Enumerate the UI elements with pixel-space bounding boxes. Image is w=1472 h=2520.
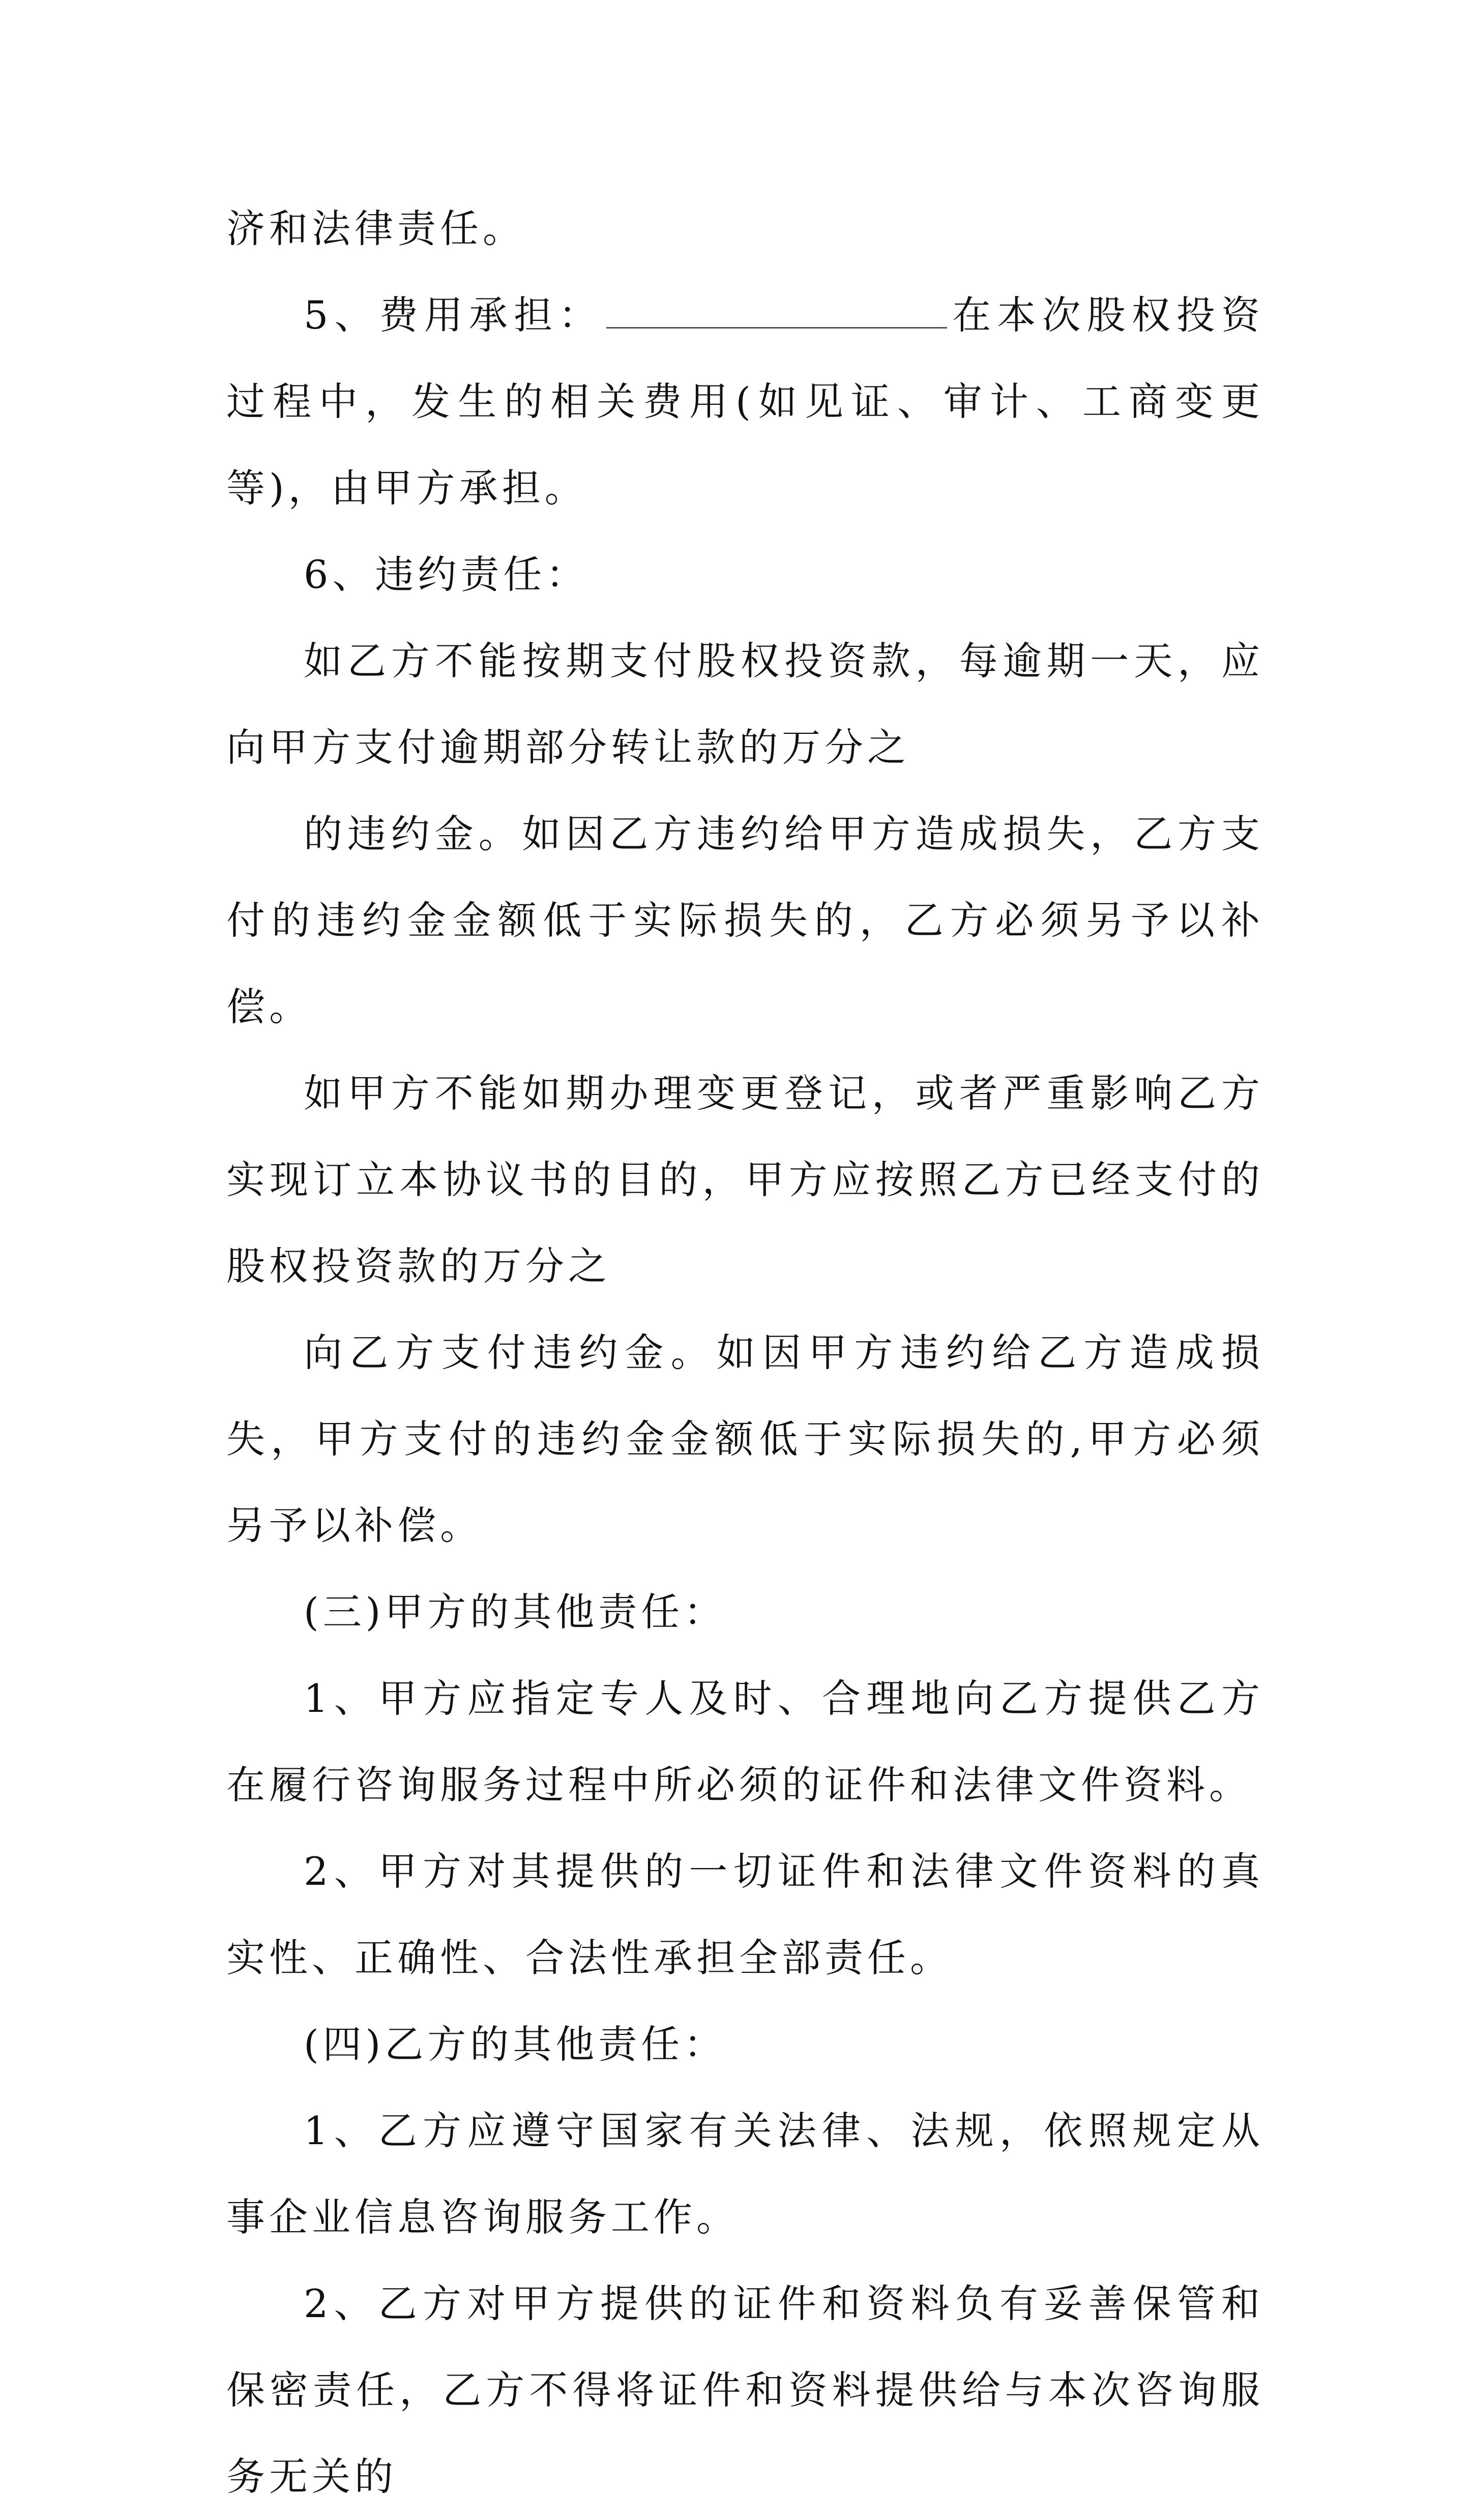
fee-clause-text: 在本次股权投资过程中，发生的相关费用(如见证、审计、工商变更等)，由甲方承担。 (226, 292, 1264, 511)
paragraph-breach-party-b-1: 如乙方不能按期支付股权投资款，每逾期一天，应向甲方支付逾期部分转让款的万分之 (226, 638, 1264, 770)
paragraph-breach-party-b-2: 的违约金。如因乙方违约给甲方造成损失，乙方支付的违约金金额低于实际损失的，乙方必须另予以补偿。 (226, 811, 1264, 1029)
section-heading-party-b-duties: (四)乙方的其他责任： (304, 2022, 727, 2067)
section-heading-party-a-duties: (三)甲方的其他责任： (304, 1589, 727, 1635)
paragraph-breach-heading: 6、违约责任： (304, 552, 589, 597)
paragraph-breach-party-a-2: 向乙方支付违约金。如因甲方违约给乙方造成损失，甲方支付的违约金金额低于实际损失的,甲方必须另予以补偿。 (226, 1330, 1264, 1548)
document-body (226, 186, 1264, 2520)
paragraph-party-a-duty-2: 2、甲方对其提供的一切证件和法律文件资料的真实性、正确性、合法性承担全部责任。 (226, 1849, 1264, 1980)
paragraph-1: 济和法律责任。 (226, 206, 525, 251)
fill-in-blank[interactable] (606, 297, 947, 329)
paragraph-breach-party-a-1: 如甲方不能如期办理变更登记，或者严重影响乙方实现订立本协议书的目的，甲方应按照乙方已经支付的股权投资款的万分之 (226, 1071, 1264, 1289)
paragraph-party-a-duty-1: 1、甲方应指定专人及时、合理地向乙方提供乙方在履行咨询服务过程中所必须的证件和法律文件资料。 (226, 1676, 1264, 1807)
paragraph-party-b-duty-1: 1、乙方应遵守国家有关法律、法规，依照规定从事企业信息咨询服务工作。 (226, 2108, 1264, 2240)
fee-clause-label: 5、费用承担： (304, 292, 604, 338)
paragraph-fee-clause (226, 272, 1264, 531)
paragraph-party-b-duty-2: 2、乙方对甲方提供的证件和资料负有妥善保管和保密责任，乙方不得将证件和资料提供给与本次咨询服务无关的 (226, 2281, 1264, 2499)
